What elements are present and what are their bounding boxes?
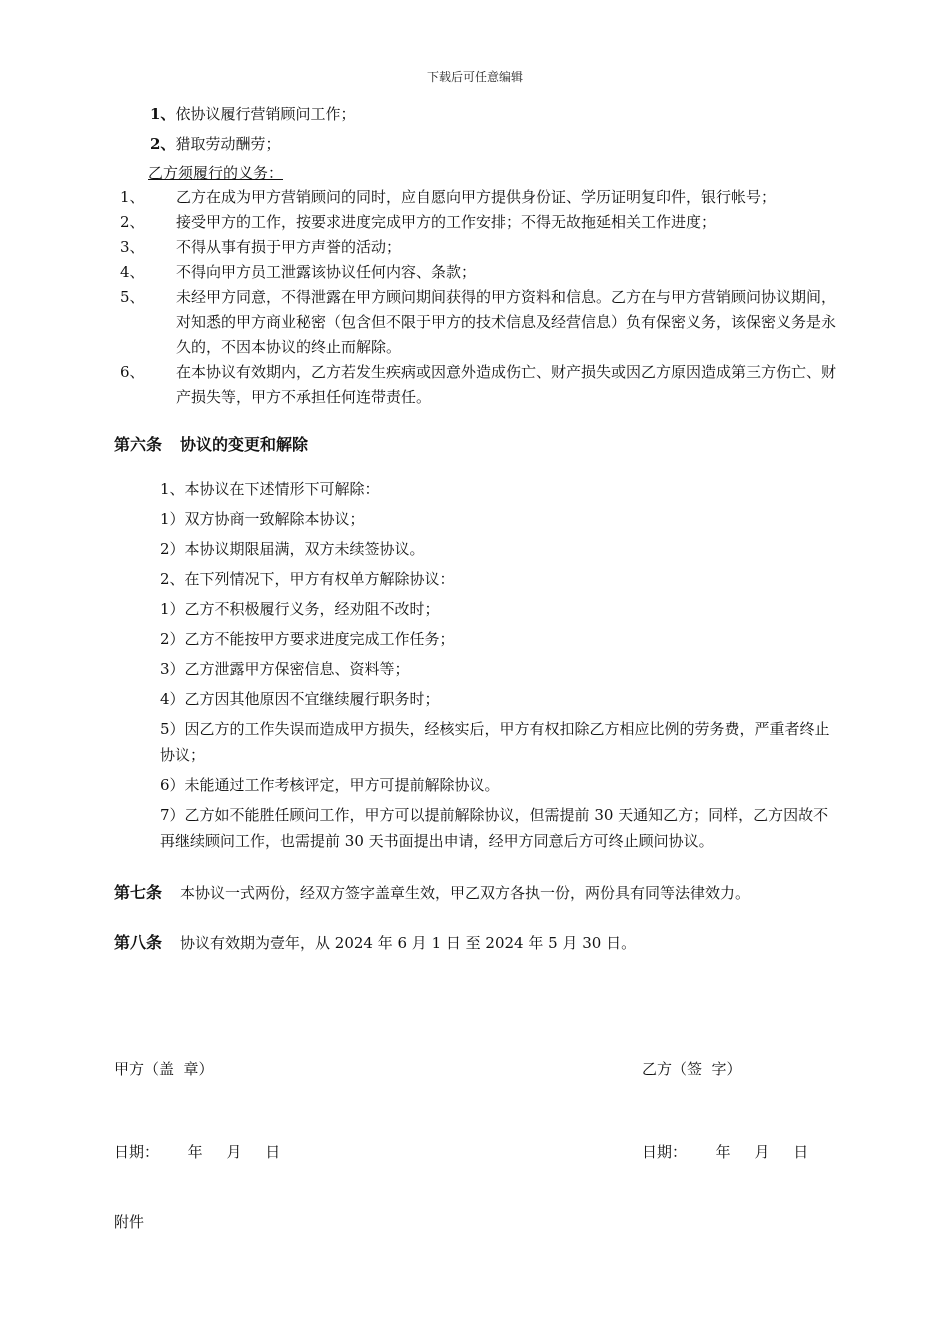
party-a-date: 日期： 年 月 日	[114, 1143, 281, 1161]
obligation-text: 不得向甲方员工泄露该协议任何内容、条款；	[176, 263, 477, 281]
obligation-text: 在本协议有效期内，乙方若发生疾病或因意外造成伤亡、财产损失或因乙方原因造成第三方伤亡、财产损失等，甲方不承担任何连带责任。	[176, 363, 837, 406]
section8-text: 协议有效期为壹年，从 2024 年 6 月 1 日 至 2024 年 5 月 30 日。	[180, 934, 637, 952]
clause-line: 1）双方协商一致解除本协议；	[160, 510, 365, 528]
obligation-item	[120, 285, 838, 360]
party-b-date: 日期： 年 月 日	[642, 1143, 809, 1161]
clause-line: 6）未能通过工作考核评定，甲方可提前解除协议。	[160, 776, 500, 794]
clause-line: 7）乙方如不能胜任顾问工作，甲方可以提前解除协议，但需提前 30 天通知乙方；同样，乙方因故不再继续顾问工作，也需提前 30 天书面提出申请，经甲方同意后方可终止顾问协议。	[160, 806, 829, 850]
section7	[114, 880, 750, 903]
obligation-num: 4、	[120, 263, 145, 281]
obligation-item	[120, 235, 838, 260]
obligations-title: 乙方须履行的义务：	[148, 164, 284, 182]
obligation-num: 3、	[120, 238, 145, 256]
obligation-text: 乙方在成为甲方营销顾问的同时，应自愿向甲方提供身份证、学历证明复印件，银行帐号；	[176, 188, 777, 206]
section7-label: 第七条	[114, 883, 163, 902]
clause-line: 3）乙方泄露甲方保密信息、资料等；	[160, 660, 410, 678]
obligation-text: 不得从事有损于甲方声誉的活动；	[176, 238, 402, 256]
party-b-signature: 乙方（签 字）	[642, 1060, 742, 1078]
clause-line: 2）乙方不能按甲方要求进度完成工作任务；	[160, 630, 455, 648]
section6-heading	[114, 432, 308, 455]
rights-item-text: 猎取劳动酬劳；	[175, 135, 281, 153]
obligation-item	[120, 260, 838, 285]
obligations-list	[120, 185, 838, 410]
page-header: 下载后可任意编辑	[426, 70, 523, 84]
clause-line: 2、在下列情况下，甲方有权单方解除协议：	[160, 570, 455, 588]
obligation-num: 1、	[120, 188, 145, 206]
section6-label: 第六条	[114, 435, 163, 454]
clause-line: 2）本协议期限届满，双方未续签协议。	[160, 540, 425, 558]
rights-item	[150, 134, 280, 154]
section8	[114, 930, 636, 953]
clause-line: 4）乙方因其他原因不宜继续履行职务时；	[160, 690, 440, 708]
section6-clauses	[160, 476, 840, 854]
obligation-num: 6、	[120, 363, 145, 381]
obligation-item	[120, 210, 838, 235]
rights-item-num: 2、	[150, 135, 176, 153]
obligation-item	[120, 185, 838, 210]
section6-title: 协议的变更和解除	[180, 435, 309, 454]
obligation-num: 2、	[120, 213, 145, 231]
clause-line: 1、本协议在下述情形下可解除：	[160, 480, 380, 498]
rights-item-text: 依协议履行营销顾问工作；	[175, 105, 356, 123]
attachment-label: 附件	[114, 1213, 145, 1231]
section8-label: 第八条	[114, 933, 163, 952]
section7-text: 本协议一式两份，经双方签字盖章生效，甲乙双方各执一份，两份具有同等法律效力。	[180, 884, 751, 902]
clause-line: 1）乙方不积极履行义务，经劝阻不改时；	[160, 600, 440, 618]
rights-item-num: 1、	[150, 105, 176, 123]
obligation-item	[120, 360, 838, 410]
clause-line: 5）因乙方的工作失误而造成甲方损失，经核实后，甲方有权扣除乙方相应比例的劳务费，严重者终止协议；	[160, 720, 830, 764]
rights-item	[150, 104, 355, 124]
obligation-text: 未经甲方同意，不得泄露在甲方顾问期间获得的甲方资料和信息。乙方在与甲方营销顾问协议期间，对知悉的甲方商业秘密（包含但不限于甲方的技术信息及经营信息）负有保密义务，该保密义务是永久的，不因本协议的终止而解除。	[176, 288, 837, 356]
obligation-text: 接受甲方的工作，按要求进度完成甲方的工作安排；不得无故拖延相关工作进度；	[176, 213, 717, 231]
obligation-num: 5、	[120, 288, 145, 306]
party-a-seal: 甲方（盖 章）	[114, 1060, 214, 1078]
